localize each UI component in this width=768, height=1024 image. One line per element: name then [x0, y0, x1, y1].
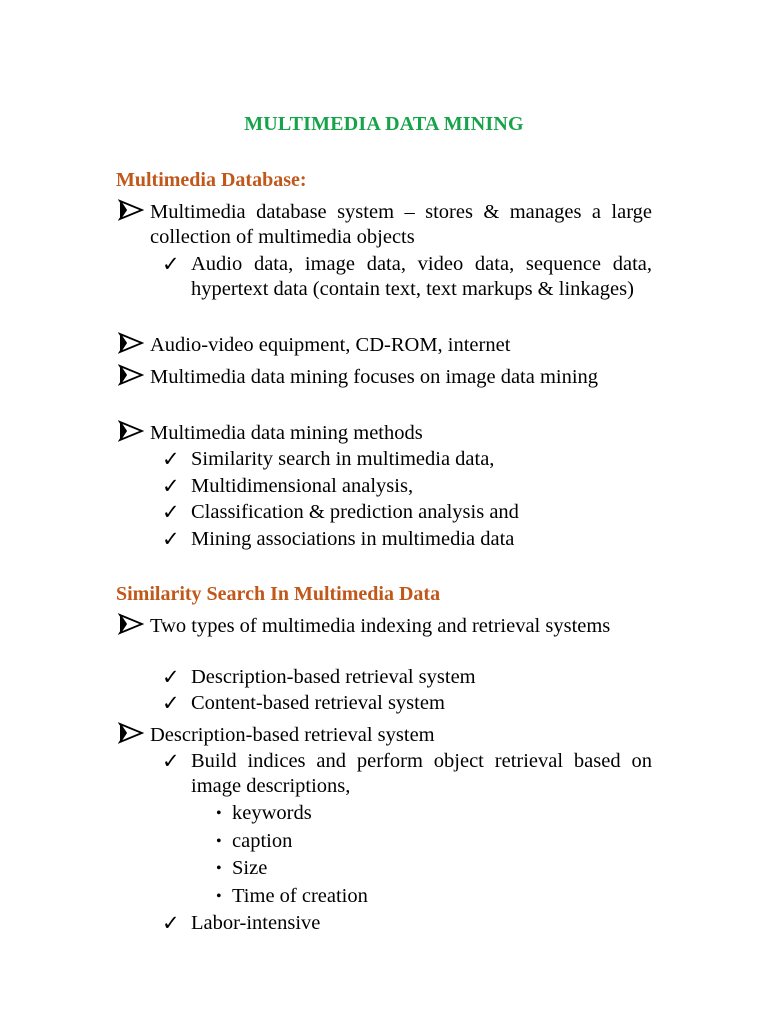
- arrow-bullet-icon: [118, 722, 144, 744]
- list-item: Two types of multimedia indexing and retrieval systems: [150, 615, 611, 637]
- nested-list-item: Size: [232, 857, 268, 879]
- sub-list-item-text: Audio data, image data, video data, sequence data, hypertext data (contain text, text markups & linkages): [191, 253, 652, 300]
- list-item: Audio-video equipment, CD-ROM, internet: [150, 334, 511, 356]
- list-item: Multimedia data mining methods: [150, 422, 423, 444]
- sub-list-item: [191, 252, 652, 302]
- section-heading-similarity-search: Similarity Search In Multimedia Data: [116, 583, 441, 605]
- check-bullet-icon: ✓: [162, 252, 180, 276]
- check-bullet-icon: ✓: [162, 500, 180, 524]
- sub-list-item: Similarity search in multimedia data,: [191, 448, 495, 470]
- sub-list-item: Labor-intensive: [191, 912, 321, 934]
- arrow-bullet-icon: [118, 199, 144, 221]
- arrow-bullet-icon: [118, 420, 144, 442]
- list-item: Description-based retrieval system: [150, 724, 435, 746]
- section-heading-multimedia-database: Multimedia Database:: [116, 169, 307, 191]
- bullet-icon: •: [216, 833, 222, 850]
- sub-list-item: Mining associations in multimedia data: [191, 528, 515, 550]
- arrow-bullet-icon: [118, 613, 144, 635]
- sub-list-item: Content-based retrieval system: [191, 692, 445, 714]
- bullet-icon: •: [216, 888, 222, 905]
- check-bullet-icon: ✓: [162, 527, 180, 551]
- check-bullet-icon: ✓: [162, 691, 180, 715]
- sub-list-item: Build indices and perform object retrieval based on image descriptions,: [191, 750, 652, 797]
- sub-list-item: Classification & prediction analysis and: [191, 501, 519, 523]
- list-item: Multimedia database system – stores & manages a large collection of multimedia objects: [150, 201, 652, 248]
- arrow-bullet-icon: [118, 364, 144, 386]
- page-title: MULTIMEDIA DATA MINING: [244, 113, 524, 135]
- nested-list-item: caption: [232, 830, 293, 852]
- sub-list-item: Multidimensional analysis,: [191, 475, 414, 497]
- check-bullet-icon: ✓: [162, 447, 180, 471]
- nested-list-item: keywords: [232, 802, 312, 824]
- list-item: Multimedia data mining focuses on image data mining: [150, 366, 599, 388]
- check-bullet-icon: ✓: [162, 911, 180, 935]
- arrow-bullet-icon: [118, 332, 144, 354]
- sub-list-item: Description-based retrieval system: [191, 666, 476, 688]
- nested-list-item: Time of creation: [232, 885, 368, 907]
- bullet-icon: •: [216, 860, 222, 877]
- check-bullet-icon: ✓: [162, 474, 180, 498]
- check-bullet-icon: ✓: [162, 665, 180, 689]
- check-bullet-icon: ✓: [162, 749, 180, 773]
- bullet-icon: •: [216, 805, 222, 822]
